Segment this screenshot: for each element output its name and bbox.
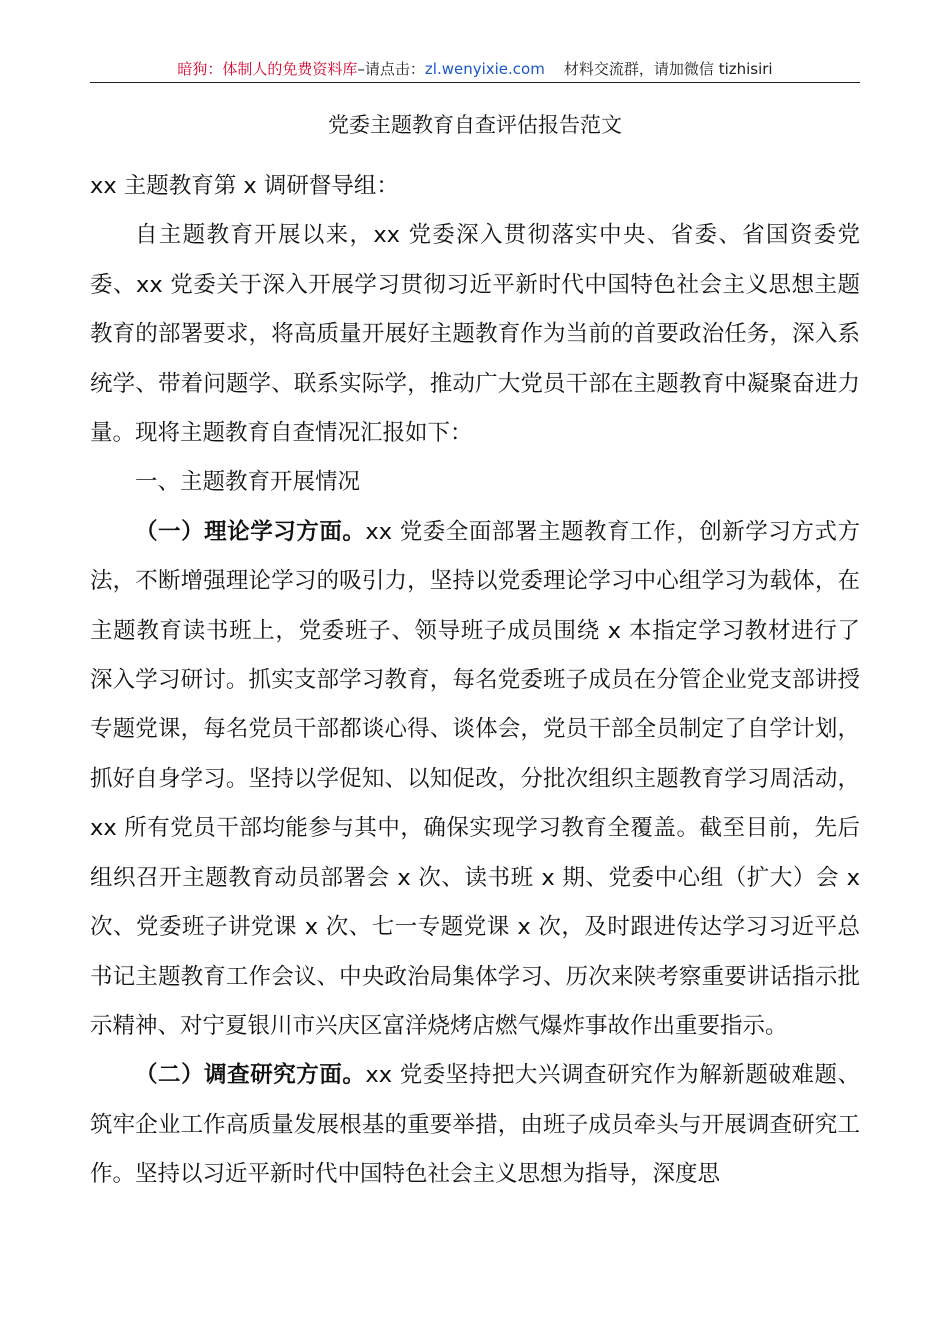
item-1-heading: （一）理论学习方面。 [135, 518, 366, 545]
header-wechat-text: 材料交流群，请加微信 tizhisiri [563, 60, 773, 78]
header-url-link[interactable]: zl.wenyixie.com [424, 60, 545, 78]
page-header [90, 56, 860, 82]
item-2-text: xx 党委坚持把大兴调查研究作为解新题破难题、筑牢企业工作高质量发展根基的重要举措，由班子成员牵头与开展调查研究工作。坚持以习近平新时代中国特色社会主义思想为指导，深度思 [90, 1062, 860, 1188]
document-title: 党委主题教育自查评估报告范文 [328, 113, 622, 137]
header-click-text: –请点击： [357, 60, 425, 78]
section-heading: 一、主题教育开展情况 [135, 469, 361, 496]
item-1-paragraph [90, 508, 860, 1051]
salutation: xx 主题教育第 x 调研督导组： [90, 173, 399, 199]
header-divider [90, 82, 860, 83]
item-1-text: xx 党委全面部署主题教育工作，创新学习方式方法，不断增强理论学习的吸引力，坚持以党委理论学习中心组学习为载体，在主题教育读书班上，党委班子、领导班子成员围绕 x 本指定学习教材进行了深入学习研讨。抓实支部学习教育，每名党委班子成员在分管企业党支部讲授专题党课，每名党员干部都谈心得、谈体会，党员干部全员制定了自学计划，抓好自身学习。坚持以学促知、以知促改，分批次组织主题教育学习周活动，xx 所有党员干部均能参与其中，确保实现学习教育全覆盖。截至目前，先后组织召开主题教育动员部署会 x 次、读书班 x 期、党委中心组（扩大）会 x 次、党委班子讲党课 x 次、七一专题党课 x 次，及时跟进传达学习习近平总书记主题教育工作会议、中央政治局集体学习、历次来陕考察重要讲话指示批示精神、对宁夏银川市兴庆区富洋烧烤店燃气爆炸事故作出重要指示。 [90, 518, 860, 1039]
intro-paragraph: 自主题教育开展以来，xx 党委深入贯彻落实中央、省委、省国资委党委、xx 党委关于深入开展学习贯彻习近平新时代中国特色社会主义思想主题教育的部署要求，将高质量开展好主题教育作为当前的首要政治任务，深入系统学、带着问题学、联系实际学，推动广大党员干部在主题教育中凝聚奋进力量。现将主题教育自查情况汇报如下： [90, 222, 860, 447]
item-2-paragraph [90, 1051, 860, 1199]
document-body [90, 162, 860, 1200]
item-2-heading: （二）调查研究方面。 [135, 1062, 366, 1089]
header-brand: 暗狗：体制人的免费资料库 [177, 60, 358, 78]
